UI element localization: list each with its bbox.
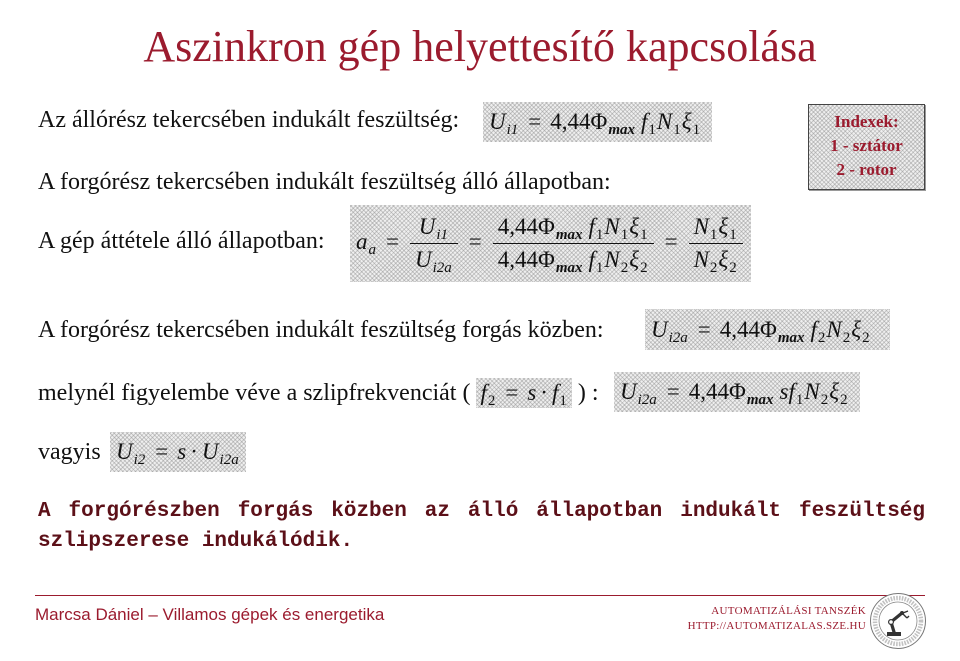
rotor-standstill-label: A forgórész tekercsében indukált feszültség álló állapotban: [38, 169, 611, 195]
math-term [851, 316, 870, 346]
math-subscript: i2a [668, 329, 688, 346]
math-number: 4,44 [688, 379, 730, 404]
math-subscript: 1 [559, 393, 567, 409]
math-term [538, 214, 587, 243]
index-legend-box [808, 104, 925, 190]
robot-arm-logo-icon [869, 592, 927, 650]
math-term [829, 379, 848, 408]
fraction-numerator [493, 212, 654, 243]
math-subscript: 1 [648, 122, 656, 138]
math-subscript: 2 [729, 260, 737, 276]
slip-frequency-line [38, 378, 599, 408]
slide-title: Aszinkron gép helyettesítő kapcsolása [143, 22, 817, 71]
math-variable: s [779, 379, 789, 404]
math-subscript: i2 [133, 452, 146, 468]
math-subscript: 1 [795, 392, 804, 408]
math-subscript: 1 [595, 227, 604, 243]
math-fraction [689, 212, 743, 275]
math-term [489, 109, 519, 138]
stator-voltage-formula-box [483, 102, 712, 142]
math-term [620, 379, 657, 408]
summary-label: vagyis [38, 439, 101, 465]
rotor-voltage-with-slip-formula [620, 377, 849, 407]
math-operator: = [528, 109, 542, 134]
slip-frequency-formula [476, 378, 571, 408]
math-subscript: 1 [692, 122, 701, 138]
rotor-rotating-formula [651, 315, 871, 345]
math-fraction [493, 212, 654, 275]
math-term [651, 316, 688, 346]
math-term [356, 228, 376, 258]
math-term [604, 247, 629, 276]
math-term [804, 379, 829, 408]
slip-text-after: ) : [577, 380, 599, 406]
greek-symbol: Φ [729, 379, 746, 404]
math-variable: N [604, 214, 620, 239]
math-operator: = [697, 316, 711, 342]
math-term [718, 247, 737, 276]
rotor-rotating-label: A forgórész tekercsében indukált feszültség forgás közben: [38, 317, 604, 343]
math-term [414, 247, 452, 276]
rotor-voltage-with-slip-formula-box [614, 372, 860, 412]
math-term [693, 247, 718, 276]
footer-divider [35, 595, 925, 596]
math-variable: N [656, 109, 673, 134]
math-subscript: 1 [620, 227, 629, 243]
math-number: 4,44 [550, 109, 591, 134]
math-term [629, 214, 648, 243]
math-variable: N [804, 379, 820, 404]
greek-symbol: ξ [629, 247, 640, 272]
math-term [201, 439, 239, 468]
rotor-voltage-summary-formula-box [110, 432, 246, 472]
math-variable: U [418, 214, 436, 239]
fraction-denominator [410, 243, 458, 275]
math-term [538, 247, 587, 276]
math-term [604, 214, 629, 243]
math-term [729, 379, 778, 408]
math-subscript: max [555, 227, 583, 243]
math-subscript: 2 [640, 260, 648, 276]
math-term [551, 380, 567, 409]
footer-department: AUTOMATIZÁLÁSI TANSZÉK [711, 605, 866, 617]
math-variable: U [489, 109, 506, 134]
math-term [788, 379, 804, 408]
math-variable: U [651, 316, 668, 342]
math-subscript: i1 [506, 122, 519, 138]
math-term [480, 380, 496, 409]
math-variable: s [527, 380, 537, 405]
math-term [681, 109, 701, 138]
math-operator: = [664, 228, 678, 254]
math-variable: a [356, 228, 368, 254]
index-legend-heading: Indexek: [834, 112, 899, 131]
math-variable: s [177, 439, 187, 464]
footer-department-block [688, 604, 866, 634]
math-subscript: 2 [842, 329, 851, 346]
math-term [693, 214, 718, 243]
math-number: 4,44 [497, 214, 539, 239]
math-term [418, 214, 449, 243]
math-term [760, 316, 809, 346]
math-operator: · [190, 439, 198, 464]
department-logo [869, 592, 927, 650]
math-subscript: 2 [487, 393, 496, 409]
math-term [641, 109, 656, 138]
footer-website: HTTP://AUTOMATIZALAS.SZE.HU [687, 620, 866, 632]
fraction-denominator [689, 243, 743, 275]
greek-symbol: Φ [760, 316, 777, 342]
greek-symbol: Φ [538, 214, 555, 239]
greek-symbol: ξ [829, 379, 840, 404]
math-subscript: max [777, 329, 805, 346]
math-variable: U [414, 247, 432, 272]
math-subscript: 2 [820, 392, 829, 408]
math-subscript: 1 [640, 227, 648, 243]
math-variable: N [693, 247, 709, 272]
math-subscript: 2 [840, 392, 848, 408]
math-fraction [410, 212, 458, 275]
rotor-voltage-summary-formula [116, 437, 240, 467]
index-legend-item-rotor: 2 - rotor [836, 160, 897, 179]
math-operator: = [468, 228, 482, 254]
math-operator: = [386, 228, 399, 254]
math-operator: · [540, 380, 548, 405]
slip-text-before: melynél figyelembe véve a szlipfrekvenciát ( [38, 380, 471, 406]
fraction-numerator [410, 212, 458, 243]
math-subscript: i2a [432, 260, 452, 276]
math-subscript: i1 [436, 227, 449, 243]
greek-symbol: ξ [629, 214, 640, 239]
math-variable: f [480, 380, 487, 405]
greek-symbol: ξ [681, 109, 692, 134]
fraction-denominator [493, 243, 654, 275]
math-number: 4,44 [497, 247, 539, 272]
math-variable: f [641, 109, 648, 134]
math-term [629, 247, 648, 276]
math-subscript: 2 [620, 260, 629, 276]
math-variable: N [693, 214, 709, 239]
math-subscript: 1 [595, 260, 604, 276]
math-subscript: max [746, 392, 774, 408]
math-term [590, 109, 640, 138]
greek-symbol: ξ [851, 316, 862, 342]
stator-voltage-label: Az állórész tekercsében indukált feszültség: [38, 107, 460, 133]
math-subscript: max [608, 122, 636, 138]
math-term [826, 316, 851, 346]
math-subscript: 2 [709, 260, 718, 276]
math-variable: f [810, 316, 817, 342]
math-variable: f [788, 379, 795, 404]
greek-symbol: Φ [538, 247, 555, 272]
rotor-rotating-formula-box [645, 309, 890, 350]
math-operator: = [155, 439, 169, 464]
math-subscript: 2 [817, 329, 826, 346]
footer-author-course: Marcsa Dániel – Villamos gépek és energetika [35, 605, 385, 624]
conclusion-statement: A forgórészben forgás közben az álló állapotban indukált feszültség szlipszerese indukálódik. [38, 500, 925, 553]
math-term [116, 439, 146, 468]
math-variable: N [604, 247, 620, 272]
math-number: 4,44 [719, 316, 761, 342]
turns-ratio-formula-box [350, 205, 751, 282]
stator-voltage-formula [489, 107, 701, 137]
turns-ratio-formula [356, 212, 745, 275]
math-variable: f [588, 214, 595, 239]
math-operator: = [505, 380, 519, 405]
math-variable: f [588, 247, 595, 272]
index-legend-item-stator: 1 - sztátor [830, 136, 903, 155]
math-variable: N [826, 316, 842, 342]
math-term [588, 247, 604, 276]
fraction-numerator [689, 212, 743, 243]
greek-symbol: Φ [590, 109, 608, 134]
math-operator: = [666, 379, 680, 404]
greek-symbol: ξ [718, 247, 729, 272]
math-subscript: i2a [637, 392, 657, 408]
math-term [718, 214, 737, 243]
math-subscript: 1 [673, 122, 681, 138]
math-term [810, 316, 826, 346]
math-subscript: 2 [862, 329, 870, 346]
math-variable: U [201, 439, 219, 464]
math-subscript: 1 [709, 227, 718, 243]
math-term [588, 214, 604, 243]
turns-ratio-label: A gép áttétele álló állapotban: [38, 228, 325, 254]
math-subscript: max [555, 260, 583, 276]
math-variable: U [620, 379, 637, 404]
math-term [656, 109, 681, 138]
math-subscript: a [368, 241, 376, 258]
math-variable: U [116, 439, 133, 464]
math-subscript: 1 [729, 227, 737, 243]
math-subscript: i2a [219, 452, 239, 468]
math-variable: f [551, 380, 559, 405]
greek-symbol: ξ [718, 214, 729, 239]
